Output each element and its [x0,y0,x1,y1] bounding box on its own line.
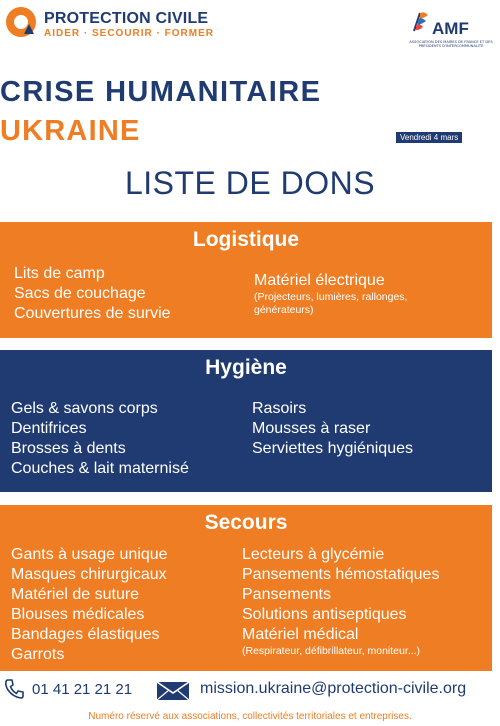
list-item: Matériel électrique [254,272,385,289]
list-item: Couvertures de survie [14,305,171,322]
list-item: Solutions antiseptiques [242,606,407,623]
left-column [11,545,168,665]
org-tagline: AIDER · SECOURIR · FORMER [44,28,214,39]
list-item: Masques chirurgicaux [11,566,167,583]
list-item: Matériel médical [242,626,359,643]
list-item: Dentifrices [11,420,87,437]
mail-icon [156,681,190,701]
date-badge: Vendredi 4 mars [396,132,462,143]
phone-icon [4,678,24,700]
list-item: Pansements [242,586,331,603]
list-item: Lits de camp [14,265,105,282]
title-crise-humanitaire: CRISE HUMANITAIRE [0,76,322,108]
list-item: Bandages élastiques [11,626,160,643]
protection-civile-logo-icon [6,7,36,37]
list-item: Rasoirs [252,400,307,417]
list-item: Garrots [11,646,65,663]
contact-note: Numéro réservé aux associations, collectivités territoriales et entreprises. [88,711,412,722]
list-item: Serviettes hygiéniques [252,440,413,457]
section-logistique [0,222,492,338]
right-column [252,399,413,459]
list-item: Gels & savons corps [11,400,158,417]
section-hygiene [0,350,492,492]
section-title: Logistique [192,228,300,251]
org-name: PROTECTION CIVILE [44,10,209,27]
list-item-note: (Respirateur, défibrillateur, moniteur...) [242,645,420,657]
list-item-note: (Projecteurs, lumières, rallonges, générateurs) [254,291,408,316]
list-item: Lecteurs à glycémie [242,546,385,563]
list-item: Couches & lait maternisé [11,460,189,477]
left-column [14,264,171,324]
amf-logo [408,9,494,49]
right-column [254,271,464,317]
right-column [242,545,439,658]
amf-subtitle: ASSOCIATION DES MAIRES DE FRANCE ET DES PRÉSIDENTS D'INTERCOMMUNALITÉ [409,40,493,48]
list-item: Matériel de suture [11,586,140,603]
amf-flag-icon [410,9,432,35]
header [0,0,500,60]
title-ukraine: UKRAINE [0,115,141,147]
list-item: Gants à usage unique [11,546,168,563]
list-item: Brosses à dents [11,440,126,457]
contact-bar [0,676,500,706]
phone-number[interactable]: 01 41 21 21 21 [32,681,133,698]
section-title: Hygiène [205,356,287,379]
section-secours [0,505,492,671]
left-column [11,399,189,479]
title-liste-de-dons: LISTE DE DONS [124,165,376,201]
amf-name: AMF [432,19,469,38]
list-item: Mousses à raser [252,420,371,437]
email-link[interactable]: mission.ukraine@protection-civile.org [200,680,467,697]
list-item: Sacs de couchage [14,285,146,302]
list-item: Blouses médicales [11,606,145,623]
section-title: Secours [204,511,288,534]
list-item: Pansements hémostatiques [242,566,440,583]
